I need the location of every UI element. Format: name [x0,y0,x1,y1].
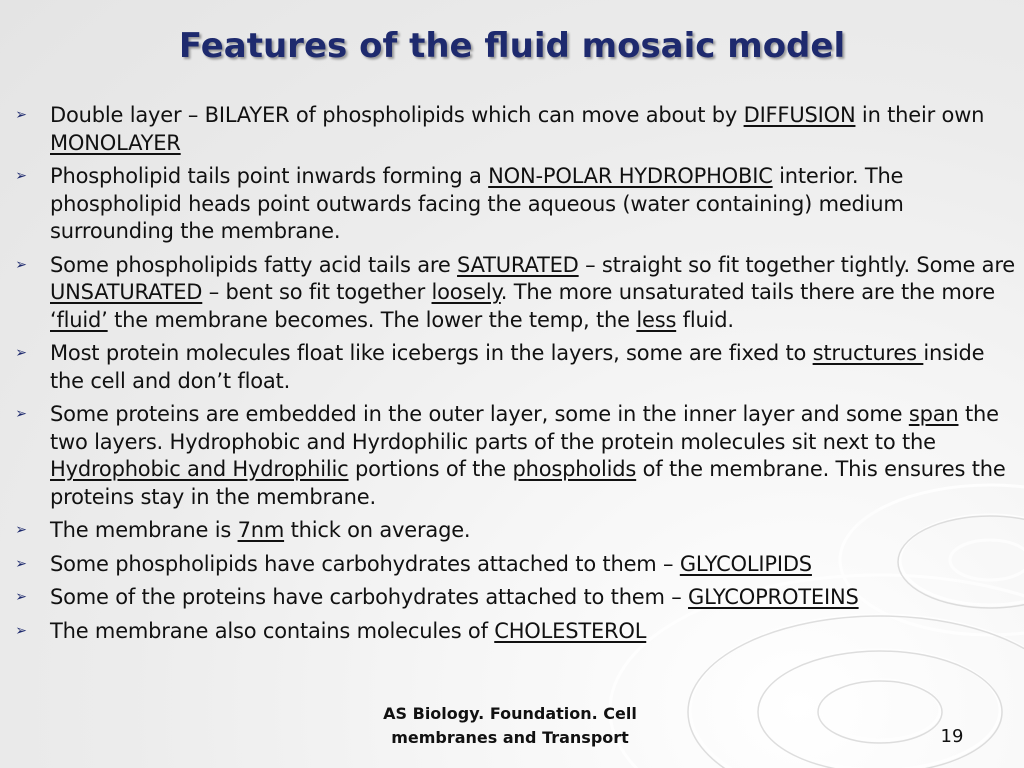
bullet-text: Some proteins are embedded in the outer layer, some in the inner layer and some [50,402,909,426]
bullet-text: Phospholipid tails point inwards forming a [50,164,489,188]
bullet-item [12,340,1016,395]
underlined-term: MONOLAYER [50,130,181,155]
arrowhead-icon: ➢ [15,406,27,422]
footer-line-2: membranes and Transport [391,728,629,747]
arrowhead-icon: ➢ [15,522,27,538]
bullet-item [12,163,1016,246]
arrowhead-icon: ➢ [15,345,27,361]
bullet-text: Some phospholipids have carbohydrates attached to them – [50,551,680,576]
arrowhead-icon: ➢ [15,589,27,605]
underlined-term: less [636,307,677,332]
bullet-text: The membrane is [50,518,238,542]
underlined-term: CHOLESTEROL [494,618,647,643]
arrowhead-icon: ➢ [15,168,27,184]
bullet-text: interior. The phospholipid heads point outwards facing the aqueous (water containing) medium surrounding the membrane. [50,164,904,243]
bullet-item [12,551,1016,579]
slide-title: Features of the fluid mosaic model [178,26,846,66]
bullet-text: – straight so fit together tightly. Some are [578,252,1016,277]
bullet-text: of the membrane. This ensures the proteins stay in the membrane. [50,457,1006,509]
underlined-term: span [908,402,959,426]
bullet-item [12,252,1016,335]
arrowhead-icon: ➢ [15,256,27,273]
bullet-text: Some phospholipids fatty acid tails are [50,252,458,277]
footer-line-1: AS Biology. Foundation. Cell [383,704,637,723]
underlined-term: NON-POLAR HYDROPHOBIC [488,164,773,188]
arrowhead-icon: ➢ [15,555,27,572]
underlined-term: ‘fluid’ [50,307,108,332]
underlined-term: loosely [431,280,501,304]
bullet-text: – bent so fit together [202,280,432,304]
bullet-text: Most protein molecules float like icebergs in the layers, some are fixed to [50,341,813,365]
bullet-item [12,618,1016,646]
underlined-term: SATURATED [457,252,579,277]
bullet-item [12,584,1016,612]
underlined-term: structures [812,341,924,365]
underlined-term: 7nm [237,518,285,542]
bullet-text: in their own [855,103,985,127]
underlined-term: UNSATURATED [50,280,203,304]
bullet-text: fluid. [676,307,734,332]
bullet-item [12,517,1016,545]
underlined-term: GLYCOLIPIDS [679,551,812,576]
bullet-text: portions of the [348,457,513,481]
bullet-item [12,401,1016,511]
bullet-text: inside the cell and don’t float. [50,341,985,393]
page-number: 19 [940,726,964,747]
underlined-term: GLYCOPROTEINS [688,585,859,609]
bullet-item [12,102,1016,157]
bullet-text: the two layers. Hydrophobic and Hyrdophilic parts of the protein molecules sit next to the [50,402,999,454]
bullet-text: thick on average. [284,518,471,542]
bullet-text: Double layer – BILAYER of phospholipids which can move about by [50,103,744,127]
arrowhead-icon: ➢ [15,622,27,639]
bullet-text: the membrane becomes. The lower the temp, the [107,307,637,332]
arrowhead-icon: ➢ [15,107,27,123]
underlined-term: Hydrophobic and Hydrophilic [50,457,349,481]
bullet-text: . The more unsaturated tails there are the more [500,280,995,304]
bullet-list [12,102,1016,651]
footer-caption [330,702,690,750]
underlined-term: DIFFUSION [743,103,856,127]
bullet-text: The membrane also contains molecules of [50,618,495,643]
underlined-term: phospholids [512,457,637,481]
bullet-text: Some of the proteins have carbohydrates attached to them – [50,585,689,609]
